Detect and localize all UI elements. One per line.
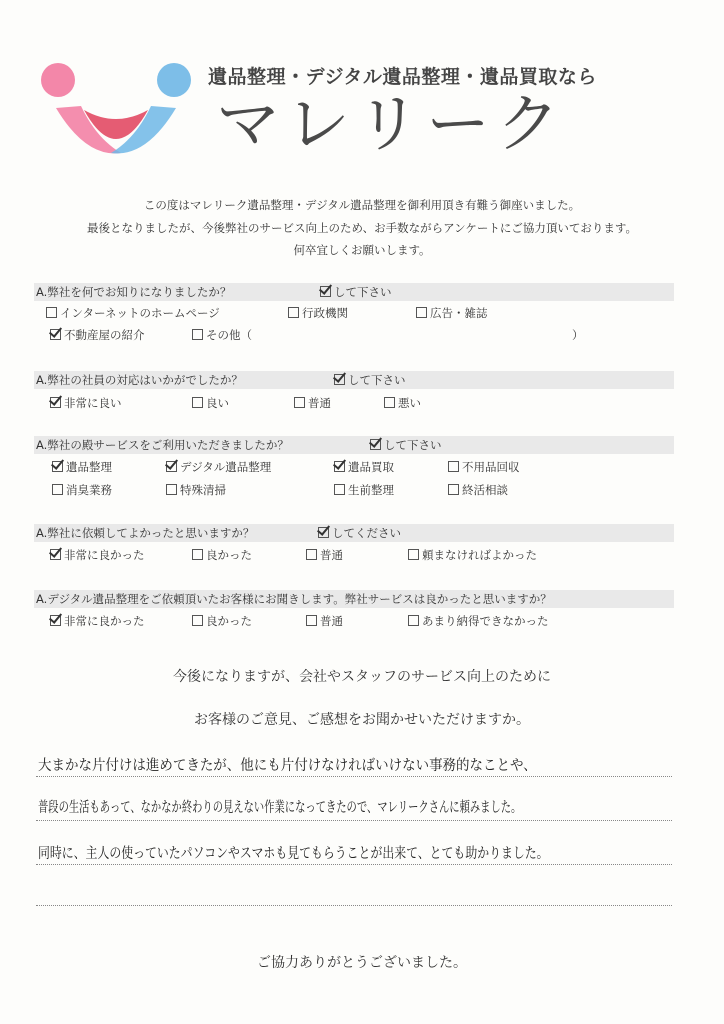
checkbox-icon [320, 286, 331, 297]
question-4-instruction: してください [318, 524, 401, 542]
question-1-text: A.弊社を何でお知りになりましたか？ [36, 285, 232, 299]
checkbox-icon[interactable] [334, 461, 345, 472]
checkbox-icon[interactable] [50, 329, 61, 340]
smile-logo-icon [36, 58, 196, 158]
checkbox-icon [334, 374, 345, 385]
tagline: 遺品整理・デジタル遺品整理・遺品買取なら [208, 66, 597, 88]
checkbox-icon[interactable] [192, 549, 203, 560]
checkbox-icon [318, 527, 329, 538]
question-3-text: A.弊社の殿サービスをご利用いただきましたか？ [36, 438, 289, 452]
checkbox-icon[interactable] [334, 484, 345, 495]
checkbox-icon[interactable] [50, 615, 61, 626]
handwritten-line-2: 普段の生活もあって、なかなか終わりの見えない作業になってきたので、マレリークさんに頼みました。 [38, 800, 522, 816]
q4-option-normal[interactable]: 普通 [306, 547, 343, 563]
comment-line [36, 864, 672, 865]
q1-option-internet[interactable]: インターネットのホームページ [46, 305, 220, 321]
question-1-instruction: して下さい [320, 283, 392, 301]
comment-line [36, 905, 672, 906]
q1-option-realestate[interactable]: 不動産屋の紹介 [50, 327, 145, 343]
q3-option-shoushuu[interactable]: 消臭業務 [52, 482, 112, 498]
q1-option-government[interactable]: 行政機関 [288, 305, 348, 321]
question-2-text: A.弊社の社員の対応はいかがでしたか？ [36, 373, 243, 387]
intro-line-3: 何卒宜しくお願いします。 [293, 243, 431, 257]
handwritten-line-1: 大まかな片付けは進めてきたが、他にも片付けなければいけない事務的なことや、 [38, 758, 537, 774]
checkbox-icon[interactable] [448, 461, 459, 472]
checkbox-icon[interactable] [306, 549, 317, 560]
q1-other-close: ） [572, 328, 584, 342]
checkbox-icon[interactable] [192, 397, 203, 408]
checkbox-icon[interactable] [50, 549, 61, 560]
intro-line-1: この度はマレリーク遺品整理・デジタル遺品整理を御利用頂き有難う御座いました。 [143, 198, 581, 212]
checkbox-icon [370, 439, 381, 450]
q4-option-regret[interactable]: 頼まなければよかった [408, 547, 537, 563]
checkbox-icon[interactable] [448, 484, 459, 495]
comment-line [36, 820, 672, 821]
checkbox-icon[interactable] [416, 307, 427, 318]
q1-option-other[interactable]: その他（ [192, 327, 252, 343]
checkbox-icon[interactable] [408, 615, 419, 626]
question-3-instruction: して下さい [370, 436, 442, 454]
q2-option-bad[interactable]: 悪い [384, 395, 421, 411]
checkbox-icon[interactable] [294, 397, 305, 408]
checkbox-icon[interactable] [288, 307, 299, 318]
brand-name: マレリーク [216, 88, 566, 162]
handwritten-line-3: 同時に、主人の使っていたパソコンやスマホも見てもらうことが出来て、とても助かりました。 [38, 846, 549, 862]
checkbox-icon[interactable] [52, 484, 63, 495]
checkbox-icon[interactable] [192, 615, 203, 626]
q4-option-good[interactable]: 良かった [192, 547, 252, 563]
q5-option-unsatisfied[interactable]: あまり納得できなかった [408, 613, 549, 629]
checkbox-icon[interactable] [46, 307, 57, 318]
comment-prompt-2: お客様のご意見、ご感想をお聞かせいただけますか。 [194, 712, 530, 728]
q5-option-normal[interactable]: 普通 [306, 613, 343, 629]
checkbox-icon[interactable] [306, 615, 317, 626]
question-4-text: A.弊社に依頼してよかったと思いますか？ [36, 526, 255, 540]
question-2-instruction: して下さい [334, 371, 406, 389]
q2-option-very-good[interactable]: 非常に良い [50, 395, 122, 411]
q3-option-tokushu[interactable]: 特殊清掃 [166, 482, 226, 498]
q5-option-good[interactable]: 良かった [192, 613, 252, 629]
checkbox-icon[interactable] [166, 484, 177, 495]
q4-option-very-good[interactable]: 非常に良かった [50, 547, 145, 563]
checkbox-icon[interactable] [50, 397, 61, 408]
checkbox-icon[interactable] [192, 329, 203, 340]
q3-option-shuukatsu[interactable]: 終活相談 [448, 482, 508, 498]
q2-option-normal[interactable]: 普通 [294, 395, 331, 411]
closing-thanks: ご協力ありがとうございました。 [257, 955, 467, 971]
checkbox-icon[interactable] [384, 397, 395, 408]
q3-option-fuyouhin[interactable]: 不用品回収 [448, 459, 520, 475]
checkbox-icon[interactable] [408, 549, 419, 560]
question-5-text: A.デジタル遺品整理をご依頼頂いたお客様にお聞きします。弊社サービスは良かったと思いますか？ [36, 592, 552, 606]
q3-option-digital[interactable]: デジタル遺品整理 [166, 459, 271, 475]
comment-prompt-1: 今後になりますが、会社やスタッフのサービス向上のために [173, 669, 551, 685]
q2-option-good[interactable]: 良い [192, 395, 229, 411]
q3-option-kaitori[interactable]: 遺品買取 [334, 459, 394, 475]
q5-option-very-good[interactable]: 非常に良かった [50, 613, 145, 629]
q3-option-seizen[interactable]: 生前整理 [334, 482, 394, 498]
checkbox-icon[interactable] [166, 461, 177, 472]
comment-line [36, 776, 672, 777]
checkbox-icon[interactable] [52, 461, 63, 472]
q3-option-ihin-seiri[interactable]: 遺品整理 [52, 459, 112, 475]
intro-line-2: 最後となりましたが、今後弊社のサービス向上のため、お手数ながらアンケートにご協力頂いております。 [87, 221, 637, 235]
q1-option-advert[interactable]: 広告・雑誌 [416, 305, 488, 321]
